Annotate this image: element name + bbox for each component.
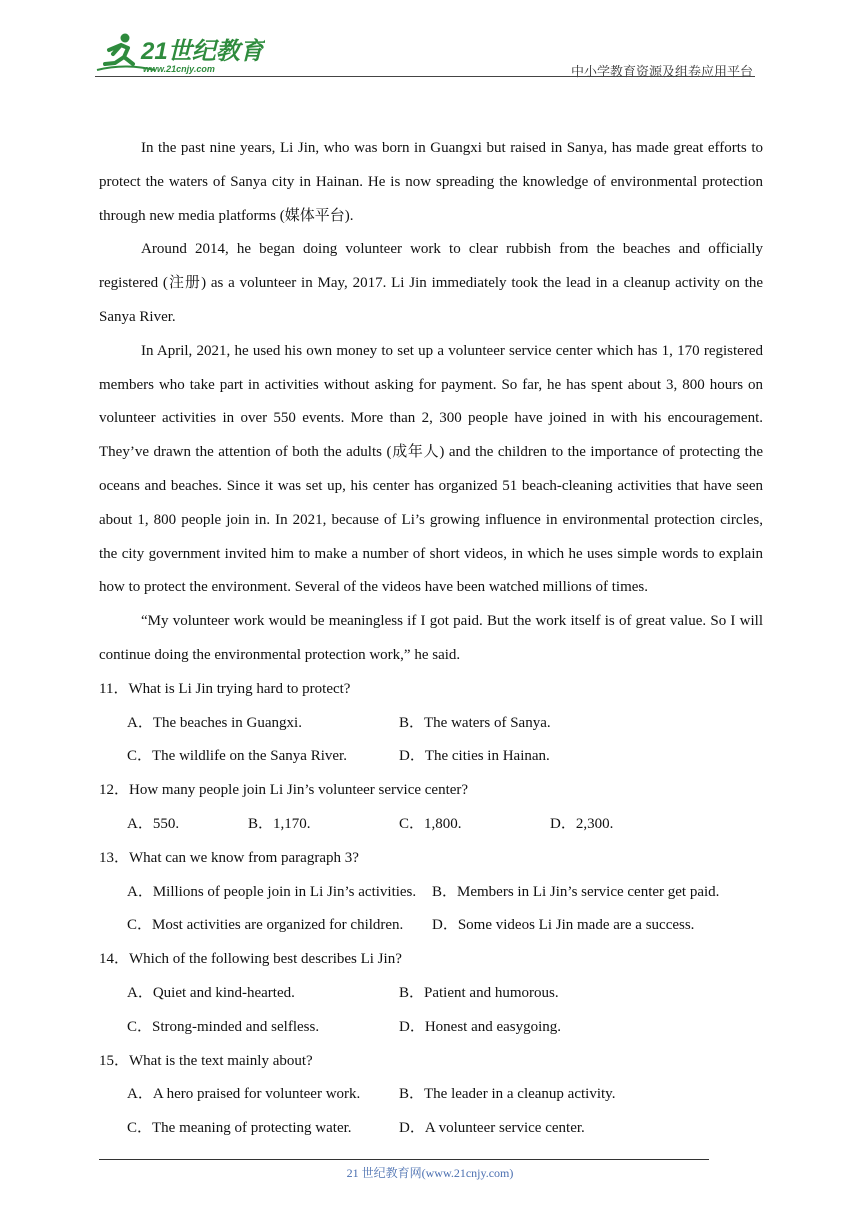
passage-paragraph-4: “My volunteer work would be meaningless if I got paid. But the work itself is of great value. So I will continue doing the environmental protection work,” he said.: [99, 613, 763, 663]
question-13: [99, 842, 763, 943]
passage-paragraph-2: Around 2014, he began doing volunteer work to clear rubbish from the beaches and officially registered (注册) as a volunteer in May, 2017. Li Jin immediately took the lead in a cleanup activity on the Sanya River.: [99, 241, 763, 325]
option-a: A．550.: [127, 815, 180, 832]
page-header: [95, 30, 755, 78]
question-stem: 13．What can we know from paragraph 3?: [99, 849, 359, 866]
options-row: [99, 909, 763, 943]
question-stem: 14．Which of the following best describes Li Jin?: [99, 951, 402, 968]
options-row: [99, 1078, 763, 1112]
document-body: [99, 132, 763, 1146]
question-12: [99, 774, 763, 842]
option-c: C．Strong-minded and selfless.: [127, 1018, 320, 1035]
option-a: A．Millions of people join in Li Jin’s activities.: [127, 883, 417, 900]
question-15: [99, 1045, 763, 1146]
option-c: C．The wildlife on the Sanya River.: [127, 748, 347, 765]
question-stem: 15．What is the text mainly about?: [99, 1052, 313, 1069]
question-11: [99, 673, 763, 774]
question-stem: 11．What is Li Jin trying hard to protect?: [99, 680, 351, 697]
logo-text: 21世纪教育: [141, 38, 264, 65]
footer-divider: [99, 1159, 709, 1160]
passage-paragraph-1: In the past nine years, Li Jin, who was born in Guangxi but raised in Sanya, has made great efforts to protect the waters of Sanya city in Hainan. He is now spreading the knowledge of environmental protection through new media platforms (媒体平台).: [99, 140, 763, 224]
header-divider: [95, 76, 755, 77]
option-b: B．The waters of Sanya.: [399, 714, 551, 731]
options-row: [99, 740, 763, 774]
question-14: [99, 943, 763, 1044]
logo-url-text: www.21cnjy.com: [143, 64, 215, 74]
platform-name: 中小学教育资源及组卷应用平台: [570, 65, 753, 80]
option-b: B．1,170.: [248, 815, 311, 832]
options-row: [99, 977, 763, 1011]
option-d: D．Some videos Li Jin made are a success.: [432, 917, 695, 934]
option-d: D．A volunteer service center.: [399, 1120, 585, 1137]
options-row: [99, 707, 763, 741]
option-a: A．Quiet and kind-hearted.: [127, 984, 295, 1001]
options-row: [99, 876, 763, 910]
option-b: B．Patient and humorous.: [399, 984, 559, 1001]
option-d: D．Honest and easygoing.: [399, 1018, 562, 1035]
options-row: [99, 1011, 763, 1045]
option-c: C．Most activities are organized for children.: [127, 917, 404, 934]
footer-text[interactable]: 21 世纪教育网(www.21cnjy.com): [346, 1166, 514, 1180]
option-b: B．Members in Li Jin’s service center get paid.: [432, 883, 720, 900]
logo: [95, 30, 265, 76]
option-c: C．1,800.: [399, 815, 462, 832]
option-a: A．The beaches in Guangxi.: [127, 714, 302, 731]
options-row: [99, 808, 763, 842]
option-d: D．The cities in Hainan.: [399, 748, 550, 765]
option-b: B．The leader in a cleanup activity.: [399, 1086, 616, 1103]
option-a: A．A hero praised for volunteer work.: [127, 1086, 361, 1103]
options-row: [99, 1112, 763, 1146]
passage-paragraph-3: In April, 2021, he used his own money to set up a volunteer service center which has 1, 170 registered members who take part in activities without asking for payment. So far, he has spent about 3, 800 hours on volunteer activities in over 550 events. More than 2, 300 people have joined in with his encouragement. They’ve drawn the attention of both the adults (成年人) and the children to the importance of protecting the oceans and beaches. Since it was set up, his center has organized 51 beach-cleaning activities that have seen about 1, 800 people join in. In 2021, because of Li’s growing influence in environmental protection circles, the city government invited him to make a number of short videos, in which he uses simple words to explain how to protect the environment. Several of the videos have been watched millions of times.: [99, 342, 763, 596]
option-c: C．The meaning of protecting water.: [127, 1120, 352, 1137]
question-stem: 12．How many people join Li Jin’s volunteer service center?: [99, 782, 469, 799]
option-d: D．2,300.: [550, 815, 614, 832]
